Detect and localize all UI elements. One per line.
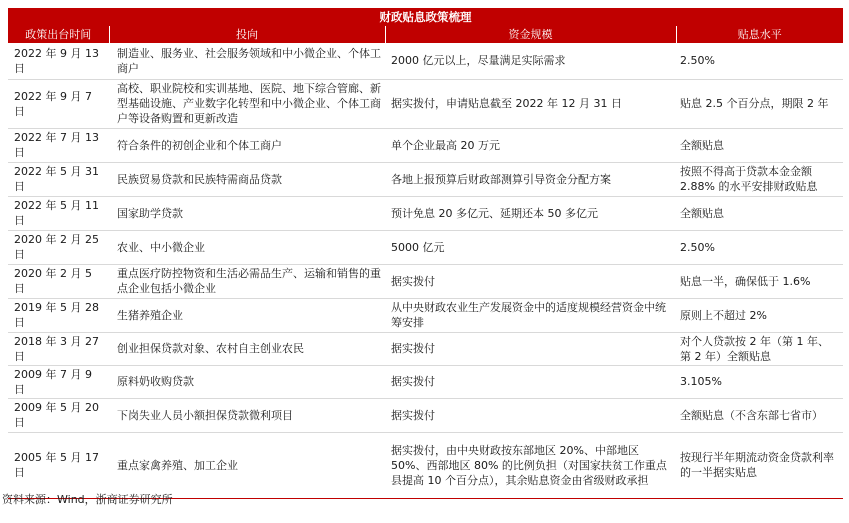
header-subsidy: 贴息水平 [676, 26, 843, 43]
cell-target: 国家助学贷款 [109, 196, 385, 230]
cell-subsidy: 全额贴息（不含东部七省市） [676, 398, 843, 432]
header-date: 政策出台时间 [8, 26, 109, 43]
cell-scale: 2000 亿元以上，尽量满足实际需求 [385, 43, 676, 79]
cell-target: 制造业、服务业、社会服务领域和中小微企业、个体工商户 [109, 43, 385, 79]
cell-target: 高校、职业院校和实训基地、医院、地下综合管廊、新型基础设施、产业数字化转型和中小微企业、个体工商户等设备购置和更新改造 [109, 79, 385, 128]
cell-target: 创业担保贷款对象、农村自主创业农民 [109, 332, 385, 365]
cell-scale: 据实拨付，由中央财政按东部地区 20%、中部地区 50%、西部地区 80% 的比例负担（对国家扶贫工作重点县提高 10 个百分点），其余贴息资金由省级财政承担 [385, 432, 676, 498]
cell-scale: 各地上报预算后财政部测算引导资金分配方案 [385, 162, 676, 196]
cell-subsidy: 2.50% [676, 43, 843, 79]
cell-date: 2022 年 5 月 31 日 [8, 162, 109, 196]
cell-scale: 5000 亿元 [385, 230, 676, 264]
cell-subsidy: 对个人贷款按 2 年（第 1 年、第 2 年）全额贴息 [676, 332, 843, 365]
table-row [8, 230, 843, 264]
policy-table-container [8, 8, 843, 499]
cell-date: 2022 年 9 月 7 日 [8, 79, 109, 128]
cell-subsidy: 全额贴息 [676, 196, 843, 230]
cell-subsidy: 3.105% [676, 365, 843, 398]
cell-date: 2018 年 3 月 27 日 [8, 332, 109, 365]
cell-scale: 单个企业最高 20 万元 [385, 128, 676, 162]
cell-date: 2022 年 7 月 13 日 [8, 128, 109, 162]
cell-scale: 据实拨付 [385, 264, 676, 298]
table-row [8, 128, 843, 162]
cell-scale: 据实拨付 [385, 398, 676, 432]
cell-subsidy: 2.50% [676, 230, 843, 264]
cell-subsidy: 按现行半年期流动资金贷款利率的一半据实贴息 [676, 432, 843, 498]
cell-target: 重点医疗防控物资和生活必需品生产、运输和销售的重点企业包括小微企业 [109, 264, 385, 298]
cell-target: 民族贸易贷款和民族特需商品贷款 [109, 162, 385, 196]
table-row [8, 298, 843, 332]
subsidy-policy-table [8, 8, 843, 499]
cell-date: 2005 年 5 月 17 日 [8, 432, 109, 498]
table-title: 财政贴息政策梳理 [8, 8, 843, 26]
table-row [8, 264, 843, 298]
cell-scale: 据实拨付 [385, 365, 676, 398]
cell-scale: 据实拨付 [385, 332, 676, 365]
cell-subsidy: 原则上不超过 2% [676, 298, 843, 332]
cell-date: 2009 年 7 月 9 日 [8, 365, 109, 398]
cell-subsidy: 贴息 2.5 个百分点，期限 2 年 [676, 79, 843, 128]
header-scale: 资金规模 [385, 26, 676, 43]
cell-date: 2009 年 5 月 20 日 [8, 398, 109, 432]
table-row [8, 365, 843, 398]
cell-subsidy: 贴息一半，确保低于 1.6% [676, 264, 843, 298]
cell-target: 生猪养殖企业 [109, 298, 385, 332]
cell-target: 下岗失业人员小额担保贷款微利项目 [109, 398, 385, 432]
cell-date: 2020 年 2 月 5 日 [8, 264, 109, 298]
cell-target: 重点家禽养殖、加工企业 [109, 432, 385, 498]
cell-target: 农业、中小微企业 [109, 230, 385, 264]
cell-target: 符合条件的初创企业和个体工商户 [109, 128, 385, 162]
table-body [8, 43, 843, 498]
source-note: 资料来源：Wind，浙商证券研究所 [2, 493, 173, 506]
cell-date: 2022 年 5 月 11 日 [8, 196, 109, 230]
table-row [8, 432, 843, 498]
table-row [8, 332, 843, 365]
cell-target: 原料奶收购贷款 [109, 365, 385, 398]
cell-date: 2022 年 9 月 13 日 [8, 43, 109, 79]
header-target: 投向 [109, 26, 385, 43]
cell-subsidy: 全额贴息 [676, 128, 843, 162]
cell-date: 2019 年 5 月 28 日 [8, 298, 109, 332]
cell-scale: 从中央财政农业生产发展资金中的适度规模经营资金中统筹安排 [385, 298, 676, 332]
table-row [8, 398, 843, 432]
table-row [8, 79, 843, 128]
cell-scale: 预计免息 20 多亿元、延期还本 50 多亿元 [385, 196, 676, 230]
cell-date: 2020 年 2 月 25 日 [8, 230, 109, 264]
table-row [8, 43, 843, 79]
cell-scale: 据实拨付，申请贴息截至 2022 年 12 月 31 日 [385, 79, 676, 128]
table-row [8, 196, 843, 230]
cell-subsidy: 按照不得高于贷款本金金额 2.88% 的水平安排财政贴息 [676, 162, 843, 196]
table-row [8, 162, 843, 196]
